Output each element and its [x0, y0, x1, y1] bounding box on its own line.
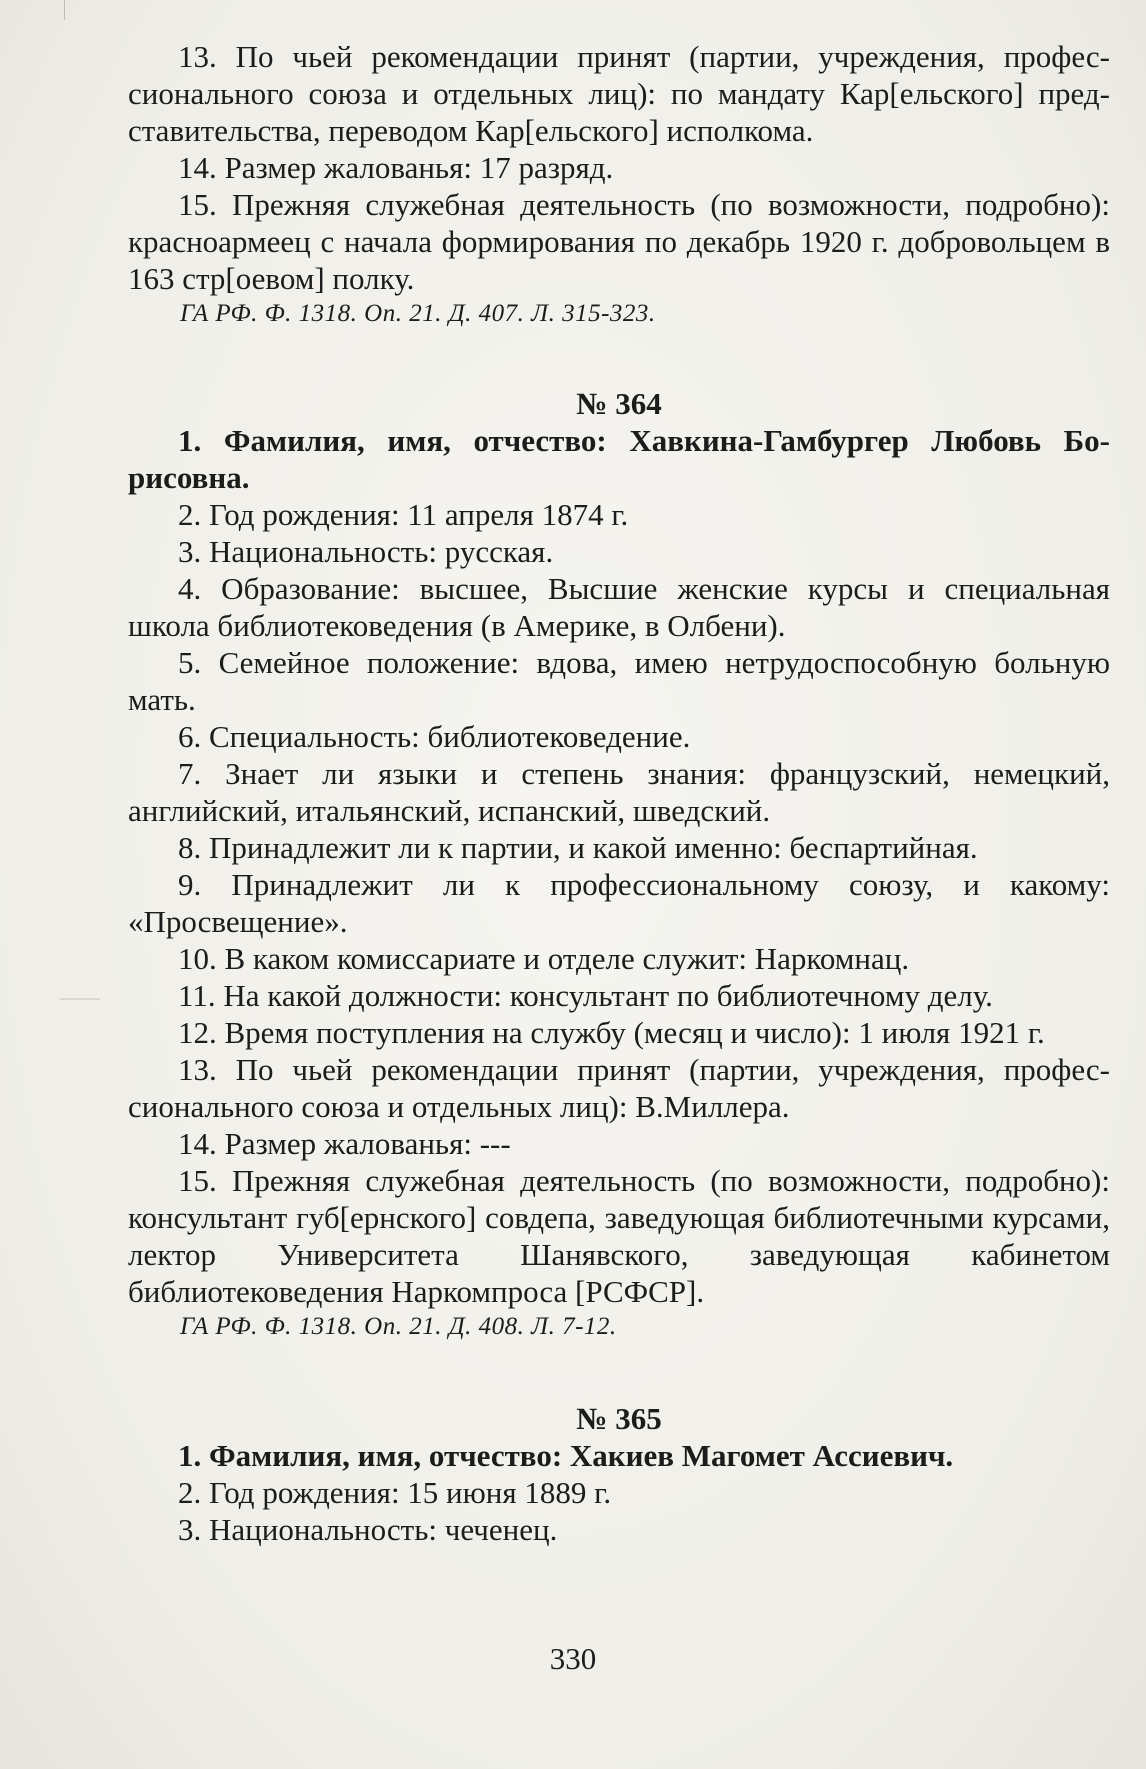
entry-name-line: 1. Фамилия, имя, отчество: Хакиев Магомет Ассиевич.: [178, 1438, 954, 1473]
text-column: [128, 38, 1110, 1548]
entry-item-2: 2. Год рождения: 11 апреля 1874 г.: [178, 497, 629, 532]
entry-item-6: 6. Специальность: библиотековедение.: [178, 719, 691, 754]
entry-item-10: 10. В каком комиссариате и отделе служит: Наркомнац.: [178, 941, 910, 976]
archive-source-citation: ГА РФ. Ф. 1318. Оп. 21. Д. 408. Л. 7-12.: [180, 1313, 617, 1340]
entry-item-12: 12. Время поступления на службу (месяц и число): 1 июля 1921 г.: [178, 1015, 1045, 1050]
entry-item-5: 5. Семейное положение: вдова, имею нетрудоспособную больную мать.: [128, 645, 1110, 717]
entry-item-11: 11. На какой должности: консультант по библиотечному делу.: [178, 978, 993, 1013]
entry-item-13: 13. По чьей рекомендации принят (партии, учреждения, профессионального союза и отдельных лиц): В.Миллера.: [128, 1052, 1110, 1124]
entry-item-7: 7. Знает ли языки и степень знания: французский, немецкий, английский, итальянский, испанский, шведский.: [128, 756, 1110, 828]
entry-item-15: 15. Прежняя служебная деятельность (по возможности, подробно): консультант губ[ернского] совдепа, заведующая библиотечными курсами, лектор Университета Шанявского, заведующая кабинетом библиотековедения Наркомпроса [РСФСР].: [128, 1163, 1110, 1309]
archive-source-citation: ГА РФ. Ф. 1318. Оп. 21. Д. 407. Л. 315-323.: [180, 300, 656, 327]
scan-speck: [60, 998, 100, 1000]
entry-item-9: 9. Принадлежит ли к профессиональному союзу, и какому: «Просвещение».: [128, 867, 1110, 939]
scan-speck: [64, 0, 65, 20]
entry-item-14: 14. Размер жалованья: ---: [178, 1126, 511, 1161]
page-number: 330: [549, 1641, 597, 1676]
entry-item-3: 3. Национальность: чеченец.: [178, 1512, 558, 1547]
entry-item-4: 4. Образование: высшее, Высшие женские курсы и специальная школа библиотековедения (в Америке, в Олбени).: [128, 571, 1110, 643]
document-number-heading: № 364: [576, 386, 662, 421]
prev-entry-item-13: 13. По чьей рекомендации принят (партии, учреждения, профессионального союза и отдельных лиц): по мандату Кар[ельского] представительства, переводом Кар[ельского] исполкома.: [128, 39, 1110, 148]
entry-name-line: 1. Фамилия, имя, отчество: Хавкина-Гамбургер Любовь Борисовна.: [128, 423, 1110, 495]
entry-item-2: 2. Год рождения: 15 июня 1889 г.: [178, 1475, 612, 1510]
document-number-heading: № 365: [576, 1401, 662, 1436]
prev-entry-item-14: 14. Размер жалованья: 17 разряд.: [178, 150, 614, 185]
entry-item-8: 8. Принадлежит ли к партии, и какой именно: беспартийная.: [178, 830, 978, 865]
spacer: [128, 1344, 1110, 1400]
prev-entry-item-15: 15. Прежняя служебная деятельность (по возможности, подробно): красноармеец с начала формирования по декабрь 1920 г. добровольцем в 163 стр[оевом] полку.: [128, 187, 1110, 296]
entry-item-3: 3. Национальность: русская.: [178, 534, 554, 569]
spacer: [128, 331, 1110, 385]
